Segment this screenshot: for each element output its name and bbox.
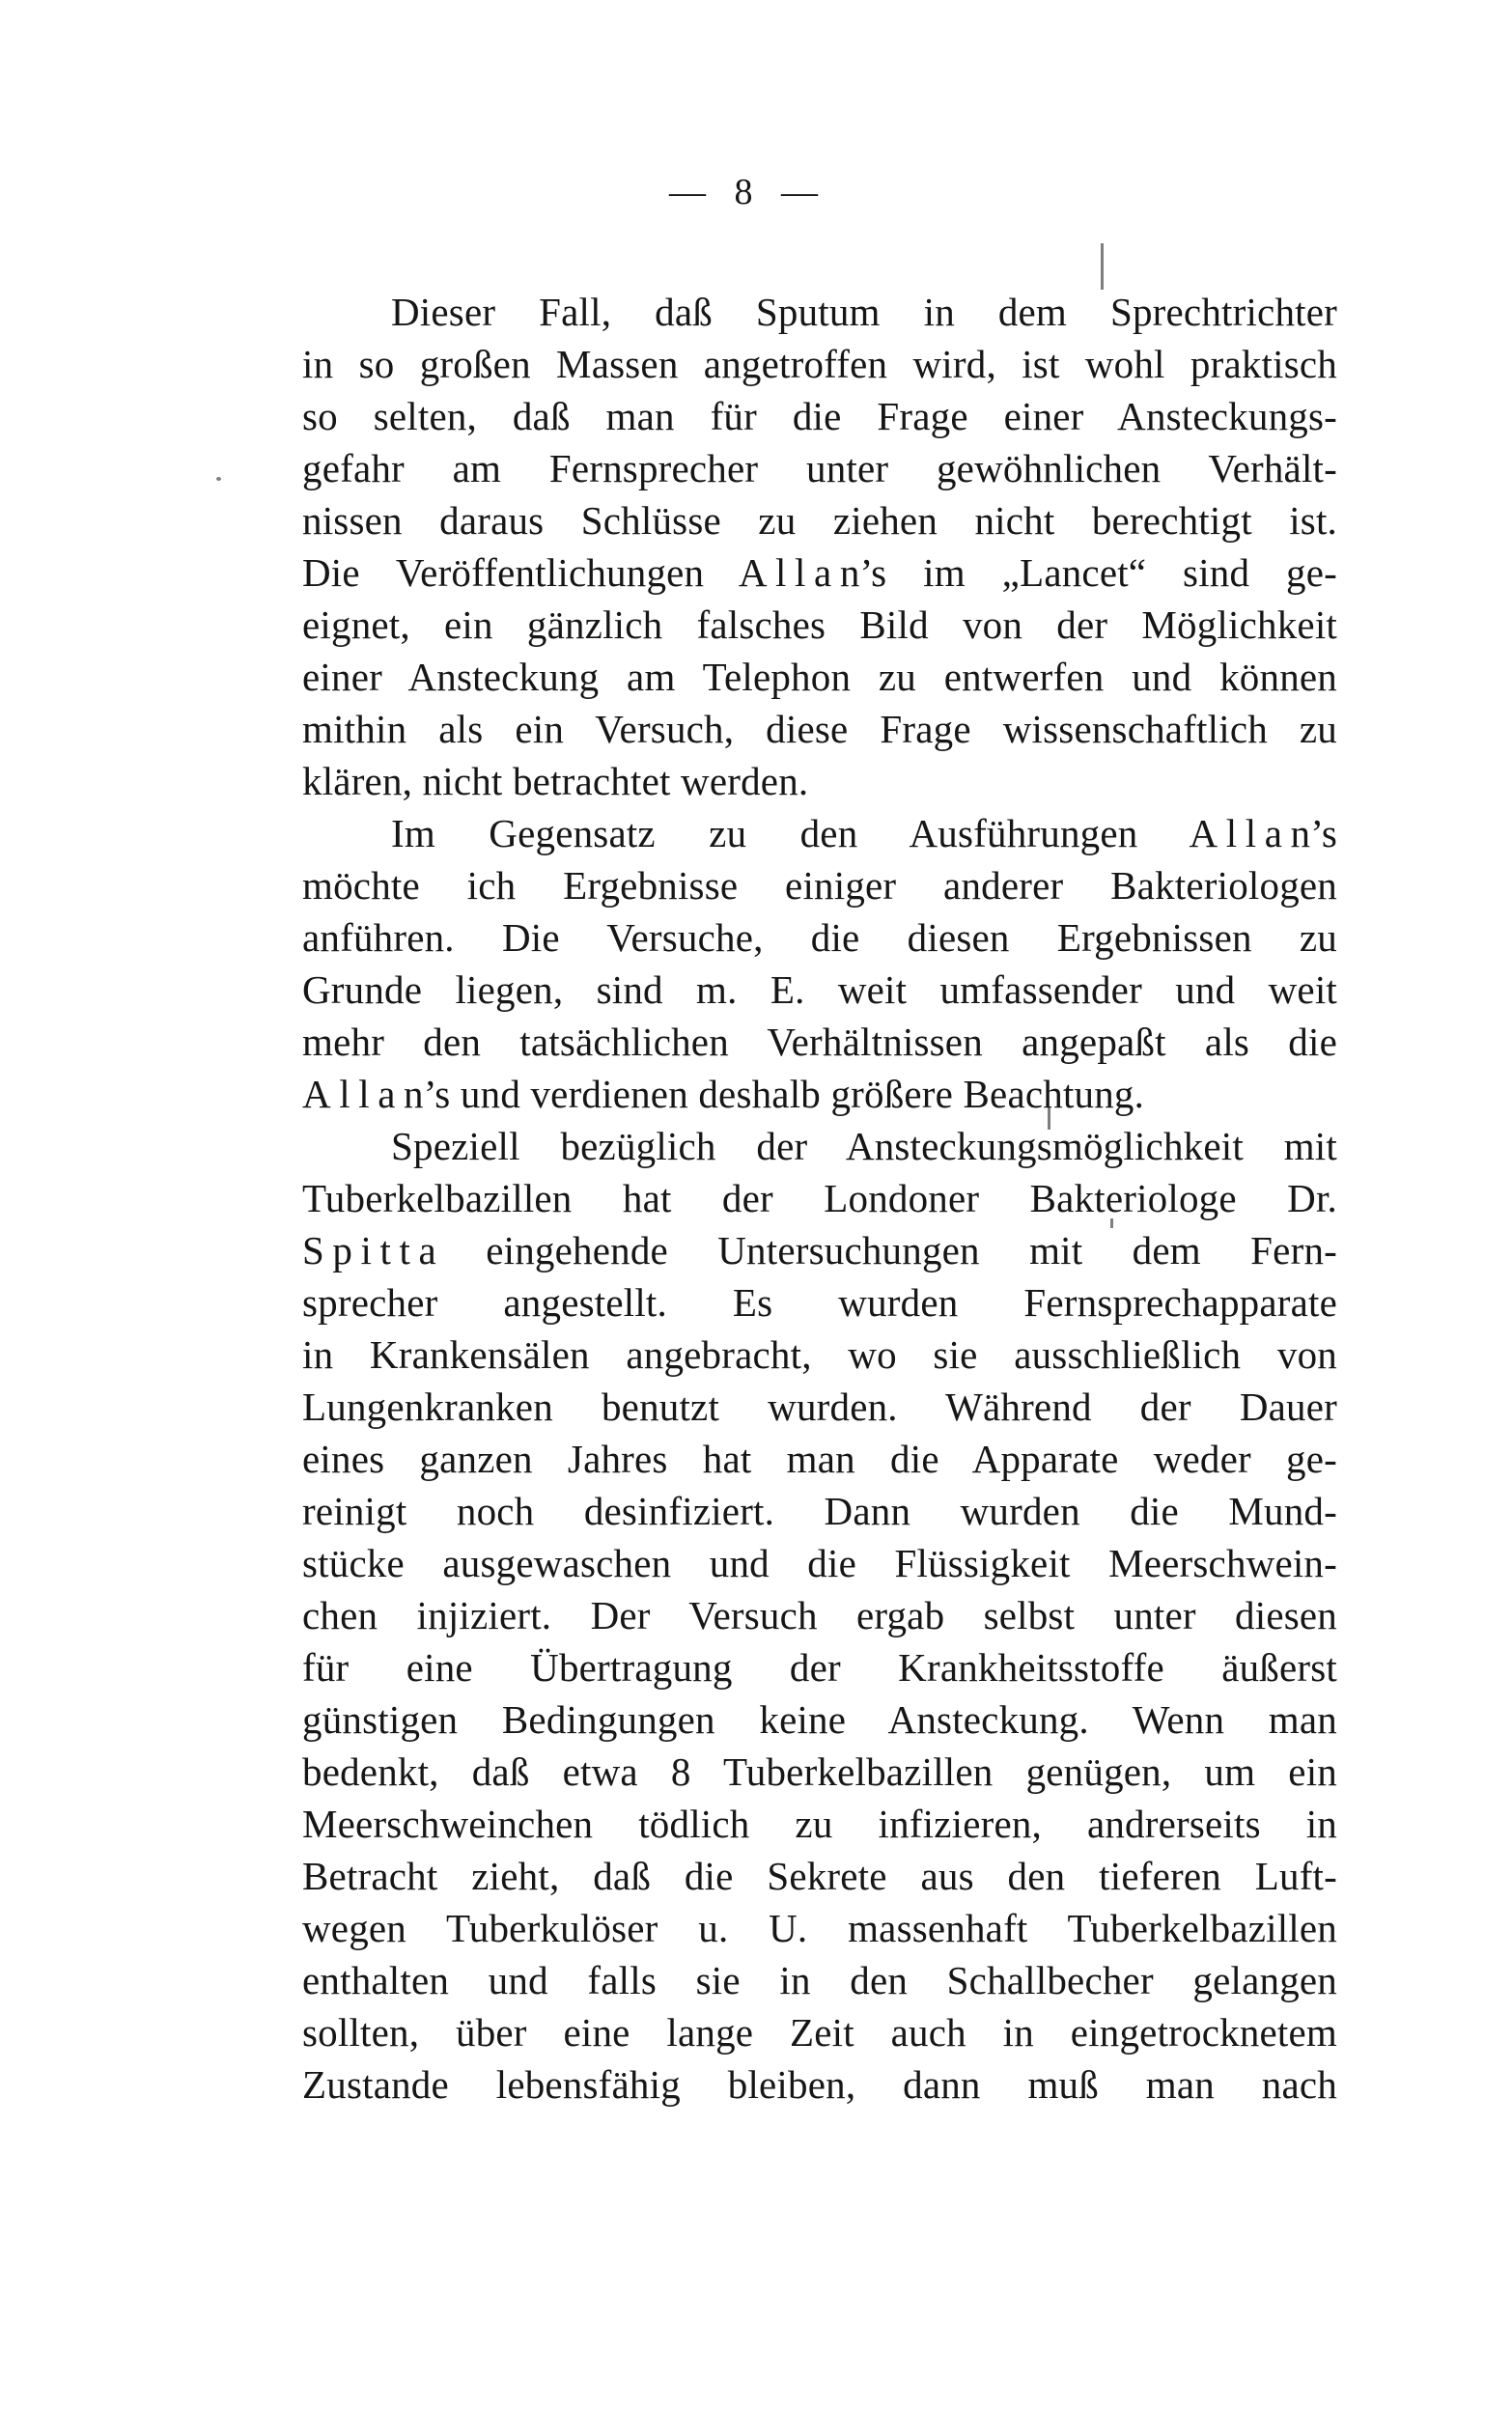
text-line: Die Veröffentlichungen A l l a n’s im „Lancet“ sind ge- — [302, 550, 1337, 595]
text-line: so selten, daß man für die Frage einer Ansteckungs- — [302, 394, 1337, 438]
text-line: wegen Tuberkulöser u. U. massenhaft Tuberkelbazillen — [302, 1906, 1337, 1950]
text-line: enthalten und falls sie in den Schallbecher gelangen — [302, 1958, 1337, 2002]
scan-speck — [1101, 243, 1104, 290]
text-line: anführen. Die Versuche, die diesen Ergebnissen zu — [302, 915, 1337, 960]
text-line: gefahr am Fernsprecher unter gewöhnlichen Verhält- — [302, 446, 1337, 490]
text-line: sollten, über eine lange Zeit auch in eingetrocknetem — [302, 2010, 1337, 2055]
text-line: bedenkt, daß etwa 8 Tuberkelbazillen genügen, um ein — [302, 1749, 1337, 1794]
text-line: klären, nicht betrachtet werden. — [302, 759, 809, 803]
text-line: in so großen Massen angetroffen wird, ist wohl praktisch — [302, 342, 1337, 386]
scan-speck — [216, 477, 221, 481]
text-line: S p i t t a eingehende Untersuchungen mit dem Fern- — [302, 1228, 1337, 1273]
text-line: Meerschweinchen tödlich zu infizieren, andrerseits in — [302, 1802, 1337, 1846]
text-line: möchte ich Ergebnisse einiger anderer Bakteriologen — [302, 863, 1337, 908]
text-line: Betracht zieht, daß die Sekrete aus den tieferen Luft- — [302, 1854, 1337, 1898]
text-line: mehr den tatsächlichen Verhältnissen angepaßt als die — [302, 1020, 1337, 1064]
text-line: mithin als ein Versuch, diese Frage wissenschaftlich zu — [302, 707, 1337, 751]
text-line: eignet, ein gänzlich falsches Bild von der Möglichkeit — [302, 602, 1337, 647]
header-dash-right: — — [781, 172, 818, 212]
text-line: chen injiziert. Der Versuch ergab selbst unter diesen — [302, 1593, 1337, 1637]
text-line: Dieser Fall, daß Sputum in dem Sprechtrichter — [391, 290, 1337, 334]
text-line: Grunde liegen, sind m. E. weit umfassender und weit — [302, 967, 1337, 1012]
text-line: nissen daraus Schlüsse zu ziehen nicht berechtigt ist. — [302, 498, 1337, 543]
text-line: eines ganzen Jahres hat man die Apparate weder ge- — [302, 1437, 1337, 1481]
text-line: sprecher angestellt. Es wurden Fernsprechapparate — [302, 1280, 1337, 1325]
text-line: für eine Übertragung der Krankheitsstoffe äußerst — [302, 1645, 1337, 1690]
body-text — [302, 286, 1337, 2111]
text-line: günstigen Bedingungen keine Ansteckung. Wenn man — [302, 1697, 1337, 1742]
text-line: Im Gegensatz zu den Ausführungen A l l a n’s — [391, 811, 1337, 855]
text-line: einer Ansteckung am Telephon zu entwerfen und können — [302, 655, 1337, 699]
text-line: in Krankensälen angebracht, wo sie ausschließlich von — [302, 1332, 1337, 1377]
text-line: Speziell bezüglich der Ansteckungsmöglichkeit mit — [391, 1124, 1337, 1168]
text-line: reinigt noch desinfiziert. Dann wurden die Mund- — [302, 1489, 1337, 1533]
text-line: Lungenkranken benutzt wurden. Während der Dauer — [302, 1385, 1337, 1429]
text-line: stücke ausgewaschen und die Flüssigkeit Meerschwein- — [302, 1541, 1337, 1585]
paragraph — [302, 807, 1337, 1120]
page-header — [227, 170, 1260, 214]
text-line: Tuberkelbazillen hat der Londoner Bakteriologe Dr. — [302, 1176, 1337, 1220]
paragraph — [302, 286, 1337, 807]
text-line: Zustande lebensfähig bleiben, dann muß man nach — [302, 2062, 1337, 2107]
page-number: 8 — [734, 172, 753, 212]
text-line: A l l a n’s und verdienen deshalb größere Beachtung. — [302, 1072, 1145, 1116]
paragraph — [302, 1120, 1337, 2111]
header-dash-left: — — [669, 172, 706, 212]
